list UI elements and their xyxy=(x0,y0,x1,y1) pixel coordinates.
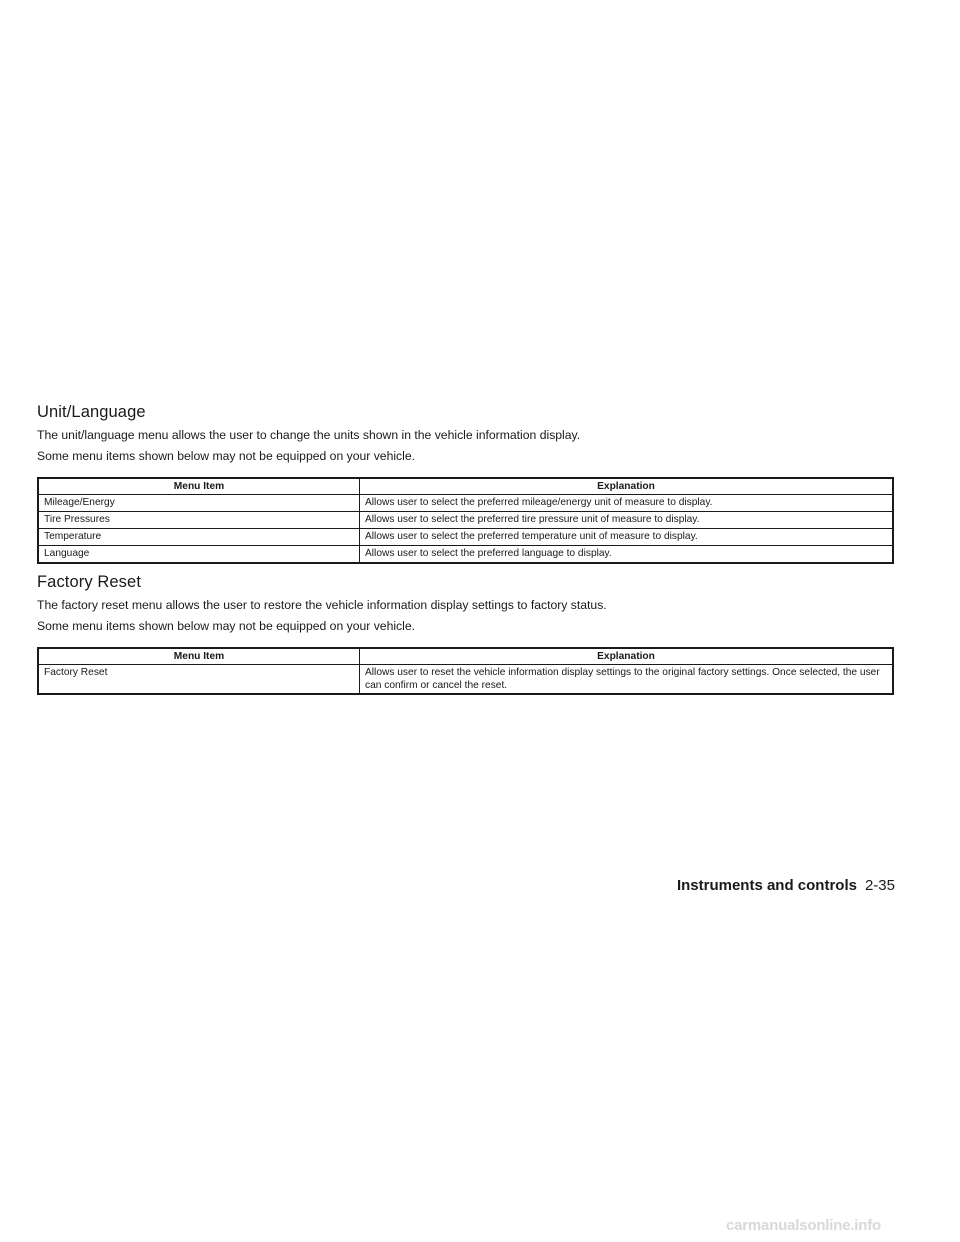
menu-item-cell: Mileage/Energy xyxy=(38,495,360,512)
explanation-cell: Allows user to select the preferred temperature unit of measure to display. xyxy=(360,529,894,546)
watermark: carmanualsonline.info xyxy=(726,1217,881,1234)
menu-item-cell: Temperature xyxy=(38,529,360,546)
chapter-title: Instruments and controls xyxy=(676,877,857,894)
column-header-menu-item: Menu Item xyxy=(38,478,360,495)
column-header-explanation: Explanation xyxy=(360,648,894,665)
table-row xyxy=(38,546,893,564)
explanation-cell: Allows user to reset the vehicle information display settings to the original factory settings. Once selected, the user can confirm or cancel the reset. xyxy=(360,665,894,695)
section-intro: The factory reset menu allows the user to restore the vehicle information display settings to factory status. xyxy=(37,598,607,612)
table-row xyxy=(38,665,893,695)
table-header-row xyxy=(38,478,893,495)
section-heading: Unit/Language xyxy=(37,403,146,421)
page-number: 2-35 xyxy=(864,877,895,894)
column-header-explanation: Explanation xyxy=(360,478,894,495)
factory-reset-section xyxy=(37,571,894,695)
page-footer xyxy=(677,876,895,896)
unit-language-section xyxy=(37,401,894,564)
table-row xyxy=(38,529,893,546)
section-intro: The unit/language menu allows the user to change the units shown in the vehicle information display. xyxy=(37,428,581,442)
unit-language-table xyxy=(37,477,894,564)
column-header-menu-item: Menu Item xyxy=(38,648,360,665)
table-header-row xyxy=(38,648,893,665)
explanation-cell: Allows user to select the preferred language to display. xyxy=(360,546,894,564)
section-heading: Factory Reset xyxy=(37,573,141,591)
factory-reset-table xyxy=(37,647,894,695)
menu-item-cell: Factory Reset xyxy=(38,665,360,695)
menu-item-cell: Tire Pressures xyxy=(38,512,360,529)
explanation-cell: Allows user to select the preferred tire pressure unit of measure to display. xyxy=(360,512,894,529)
table-row xyxy=(38,512,893,529)
section-note: Some menu items shown below may not be equipped on your vehicle. xyxy=(37,449,416,463)
section-note: Some menu items shown below may not be equipped on your vehicle. xyxy=(37,619,416,633)
menu-item-cell: Language xyxy=(38,546,360,564)
table-row xyxy=(38,495,893,512)
explanation-cell: Allows user to select the preferred mileage/energy unit of measure to display. xyxy=(360,495,894,512)
